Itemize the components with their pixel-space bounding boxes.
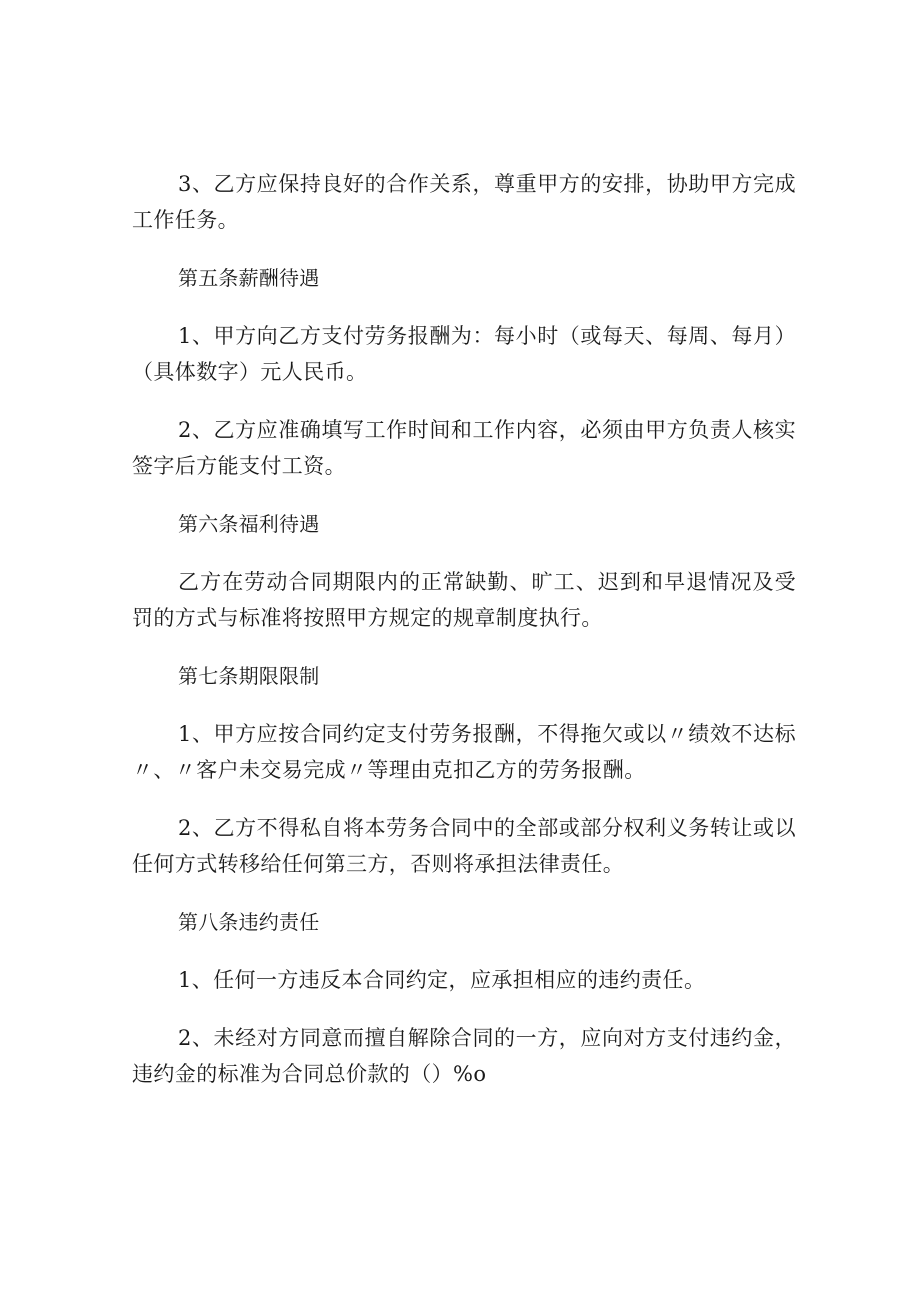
clause-4-item-3: 3、乙方应保持良好的合作关系，尊重甲方的安排，协助甲方完成工作任务。 bbox=[132, 172, 796, 232]
article-5-heading: 第五条薪酬待遇 bbox=[178, 266, 320, 290]
article-7-heading: 第七条期限限制 bbox=[178, 664, 320, 688]
article-5-item-1: 1、甲方向乙方支付劳务报酬为：每小时（或每天、每周、每月）（具体数字）元人民币。 bbox=[132, 324, 796, 384]
article-8-item-1: 1、任何一方违反本合同约定，应承担相应的违约责任。 bbox=[178, 968, 706, 992]
article-6-heading: 第六条福利待遇 bbox=[178, 512, 320, 536]
article-6-body: 乙方在劳动合同期限内的正常缺勤、旷工、迟到和早退情况及受罚的方式与标准将按照甲方规定的规章制度执行。 bbox=[132, 570, 796, 630]
article-7-item-2: 2、乙方不得私自将本劳务合同中的全部或部分权利义务转让或以任何方式转移给任何第三方，否则将承担法律责任。 bbox=[132, 816, 796, 876]
article-5-item-2: 2、乙方应准确填写工作时间和工作内容，必须由甲方负责人核实签字后方能支付工资。 bbox=[132, 418, 796, 478]
article-8-heading: 第八条违约责任 bbox=[178, 910, 320, 934]
document-page bbox=[132, 166, 796, 1114]
article-7-item-1: 1、甲方应按合同约定支付劳务报酬，不得拖欠或以〃绩效不达标〃、〃客户未交易完成〃等理由克扣乙方的劳务报酬。 bbox=[132, 722, 796, 782]
article-8-item-2: 2、未经对方同意而擅自解除合同的一方，应向对方支付违约金，违约金的标准为合同总价款的（）%o bbox=[132, 1026, 796, 1086]
